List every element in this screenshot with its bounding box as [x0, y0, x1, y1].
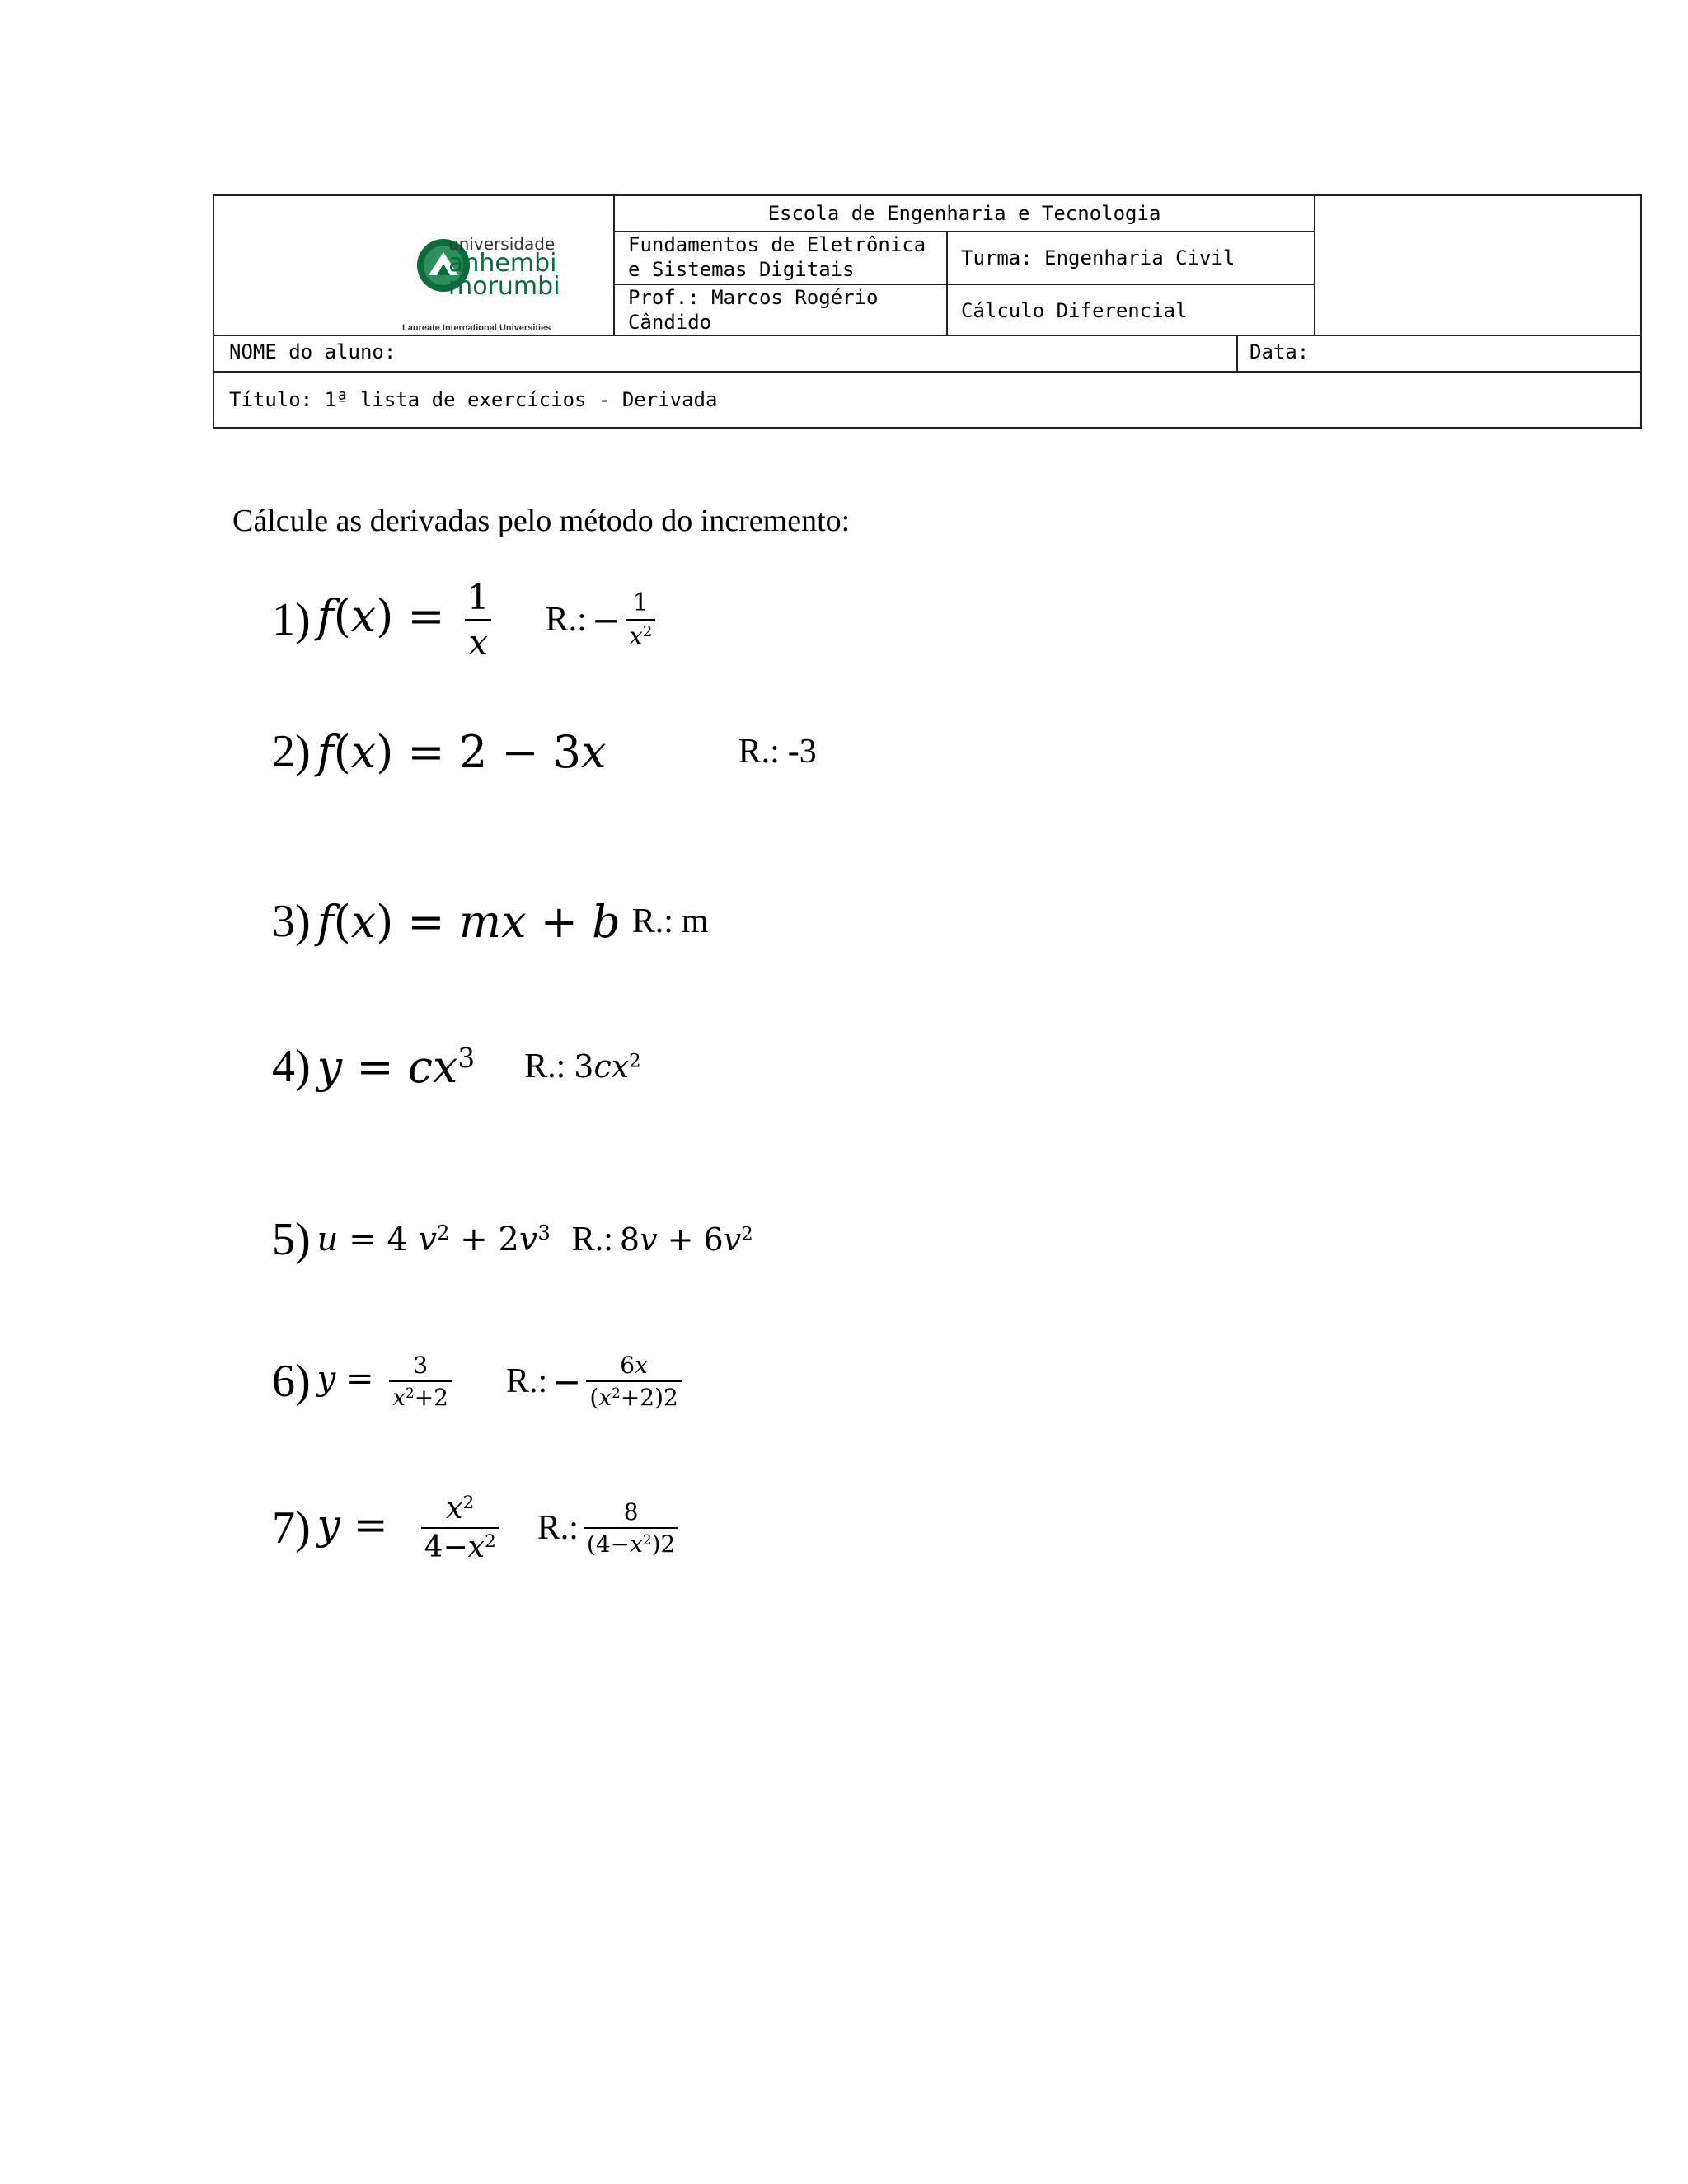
divider: [1236, 335, 1238, 373]
answer-prefix: R.:: [505, 1362, 548, 1400]
divider: [214, 335, 1640, 336]
exercise-function: y = $\frac{x^2}{4-x^2}$: [317, 1492, 504, 1564]
divider: [214, 371, 1640, 373]
answer-prefix: R.:: [738, 733, 780, 771]
answer-prefix: R.:: [537, 1509, 579, 1547]
worksheet-title: Título: 1ª lista de exercícios - Derivada: [229, 388, 718, 411]
exercise-answer: [632, 902, 709, 941]
exercise-answer: R.: $8v + 6v^2$: [571, 1221, 753, 1258]
course-line-2: e Sistemas Digitais: [628, 258, 855, 281]
exercise-1: [272, 577, 660, 663]
exercise-number: 2): [272, 726, 311, 777]
exercise-number: 1): [272, 594, 311, 645]
exercise-function: y = $\frac{3}{x^2+2}$: [317, 1352, 457, 1411]
logo-tagline: Laureate International Universities: [402, 323, 551, 333]
professor-line-2: Cândido: [628, 311, 712, 334]
exercise-answer: R.: − $\frac{1}{x^2}$: [546, 588, 661, 651]
exercise-function: f(x) = mx + b: [316, 895, 621, 948]
exercise-function: f(x) = 2 − 3x: [316, 725, 607, 778]
answer-prefix: R.:: [524, 1047, 566, 1085]
exercise-number: 4): [272, 1041, 311, 1092]
answer-prefix: R.:: [631, 902, 673, 940]
course-name: [628, 232, 926, 282]
instructions: Cálcule as derivadas pelo método do incremento:: [232, 504, 851, 538]
professor-line-1: Prof.: Marcos Rogério: [628, 286, 879, 309]
logo-word-universidade: universidade: [448, 234, 556, 254]
university-logo: [336, 231, 617, 333]
exercise-number: 7): [272, 1502, 311, 1554]
exercise-7: [272, 1492, 683, 1564]
header-table: [213, 194, 1642, 429]
logo-word-morumbi: morumbi: [448, 272, 560, 301]
exercise-answer: R.: $\frac{8}{(4-x^2)2}$: [537, 1498, 684, 1558]
answer-value: m: [681, 902, 709, 940]
exercise-number: 3): [272, 896, 311, 947]
turma: Turma: Engenharia Civil: [961, 246, 1236, 269]
exercise-function: $y = cx^3$: [316, 1040, 476, 1093]
exercise-answer: R.: − $\frac{6x}{(x^2+2)2}$: [506, 1352, 687, 1411]
logo-word-anhembi: anhembi: [448, 249, 557, 278]
exercise-answer: [738, 732, 817, 771]
exercise-number: 5): [272, 1214, 311, 1265]
school-name: Escola de Engenharia e Tecnologia: [767, 202, 1161, 225]
discipline: Cálculo Diferencial: [961, 299, 1188, 322]
exercise-number: 6): [272, 1356, 311, 1407]
professor: [628, 285, 878, 335]
exercise-function: f(x) = $\frac{1}{x}$: [317, 577, 498, 663]
answer-prefix: R.:: [571, 1221, 613, 1258]
exercise-4: [272, 1040, 641, 1093]
exercise-answer: R.: $3cx^2$: [524, 1047, 641, 1085]
student-name-label: NOME do aluno:: [229, 340, 396, 363]
exercise-3: [272, 895, 709, 948]
exercise-5: [272, 1213, 753, 1266]
exercise-2: [272, 725, 817, 778]
answer-value: -3: [787, 733, 817, 771]
exercise-6: [272, 1352, 687, 1411]
answer-prefix: R.:: [545, 601, 587, 639]
exercise-function: u = 4 $v^2 + 2v^3$: [316, 1221, 551, 1258]
date-label: Data:: [1250, 340, 1310, 363]
course-line-1: Fundamentos de Eletrônica: [628, 233, 926, 256]
